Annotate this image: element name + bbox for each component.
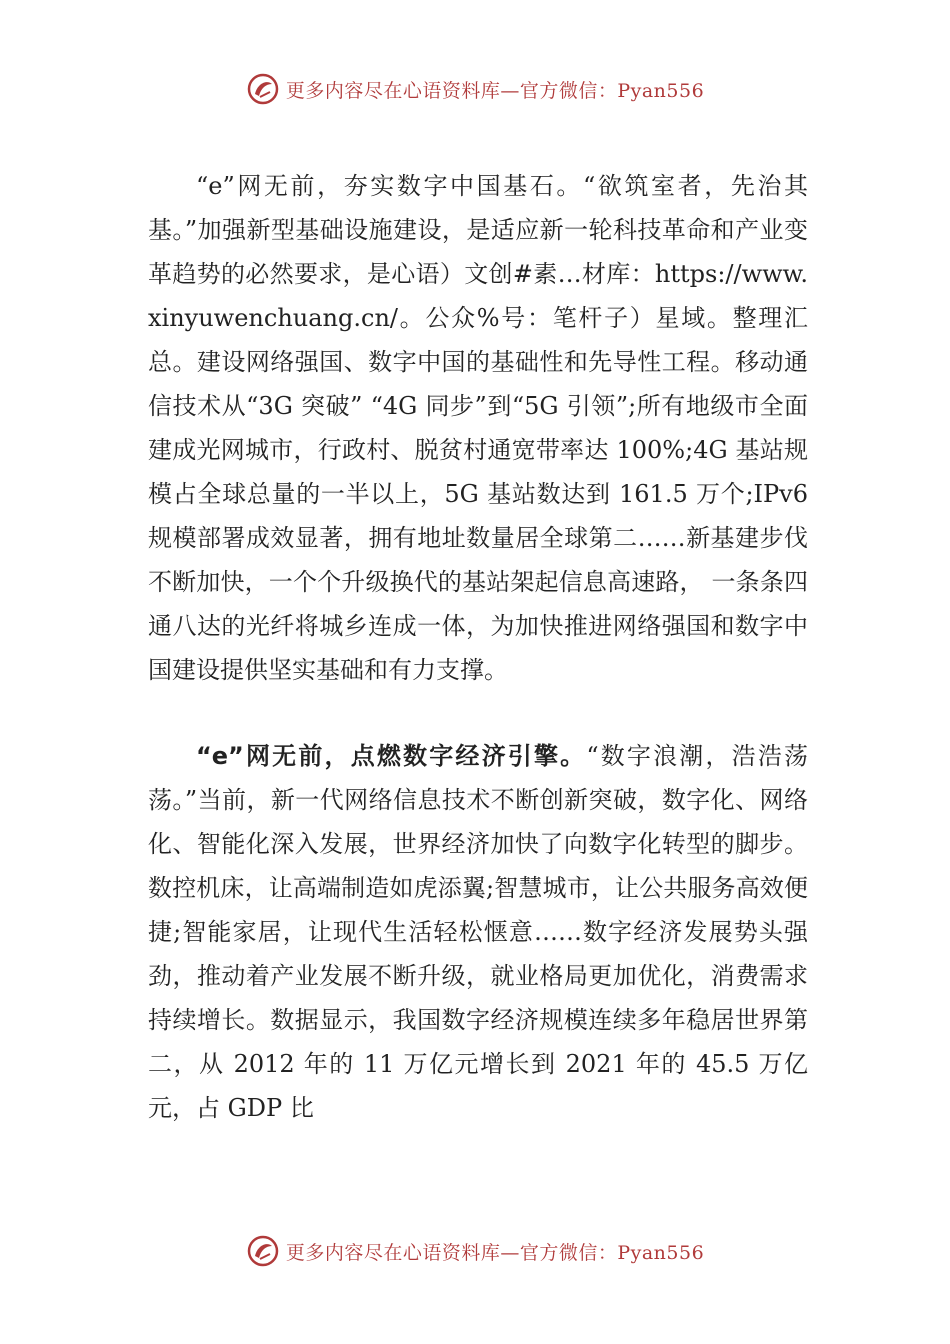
seal-logo-icon — [246, 1234, 280, 1268]
paragraph-2 — [148, 734, 808, 1130]
paragraph-2-text: “数字浪潮，浩浩荡荡。”当前，新一代网络信息技术不断创新突破，数字化、网络化、智能化深入发展，世界经济加快了向数字化转型的脚步。数控机床，让高端制造如虎添翼;智慧城市，让公共服务高效便捷;智能家居，让现代生活轻松惬意……数字经济发展势头强劲，推动着产业发展不断升级，就业格局更加优化，消费需求持续增长。数据显示，我国数字经济规模连续多年稳居世界第二，从 2012 年的 11 万亿元增长到 2021 年的 45.5 万亿元，占 GDP 比 — [148, 742, 808, 1122]
watermark-text: 更多内容尽在心语资料库—官方微信：Pyan556 — [285, 1241, 705, 1264]
document-body — [148, 164, 808, 1130]
seal-logo-icon — [246, 72, 280, 106]
paragraph-1-text: “e”网无前，夯实数字中国基石。“欲筑室者，先治其基。”加强新型基础设施建设，是适应新一轮科技革命和产业变革趋势的必然要求，是心语）文创#素…材库：https://www.xinyuwenchuang.cn/。公众%号：笔杆子）星域。整理汇总。建设网络强国、数字中国的基础性和先导性工程。移动通信技术从“3G 突破” “4G 同步”到“5G 引领”;所有地级市全面建成光网城市，行政村、脱贫村通宽带率达 100%;4G 基站规模占全球总量的一半以上，5G 基站数达到 161.5 万个;IPv6 规模部署成效显著，拥有地址数量居全球第二……新基建步伐不断加快，一个个升级换代的基站架起信息高速路， 一条条四通八达的光纤将城乡连成一体，为加快推进网络强国和数字中国建设提供坚实基础和有力支撑。 — [148, 172, 808, 684]
paragraph-1 — [148, 164, 808, 692]
paragraph-2-lead: “e”网无前，点燃数字经济引擎。 — [196, 742, 587, 770]
footer-watermark — [0, 1234, 950, 1268]
header-watermark — [0, 72, 950, 106]
watermark-text: 更多内容尽在心语资料库—官方微信：Pyan556 — [285, 79, 705, 102]
